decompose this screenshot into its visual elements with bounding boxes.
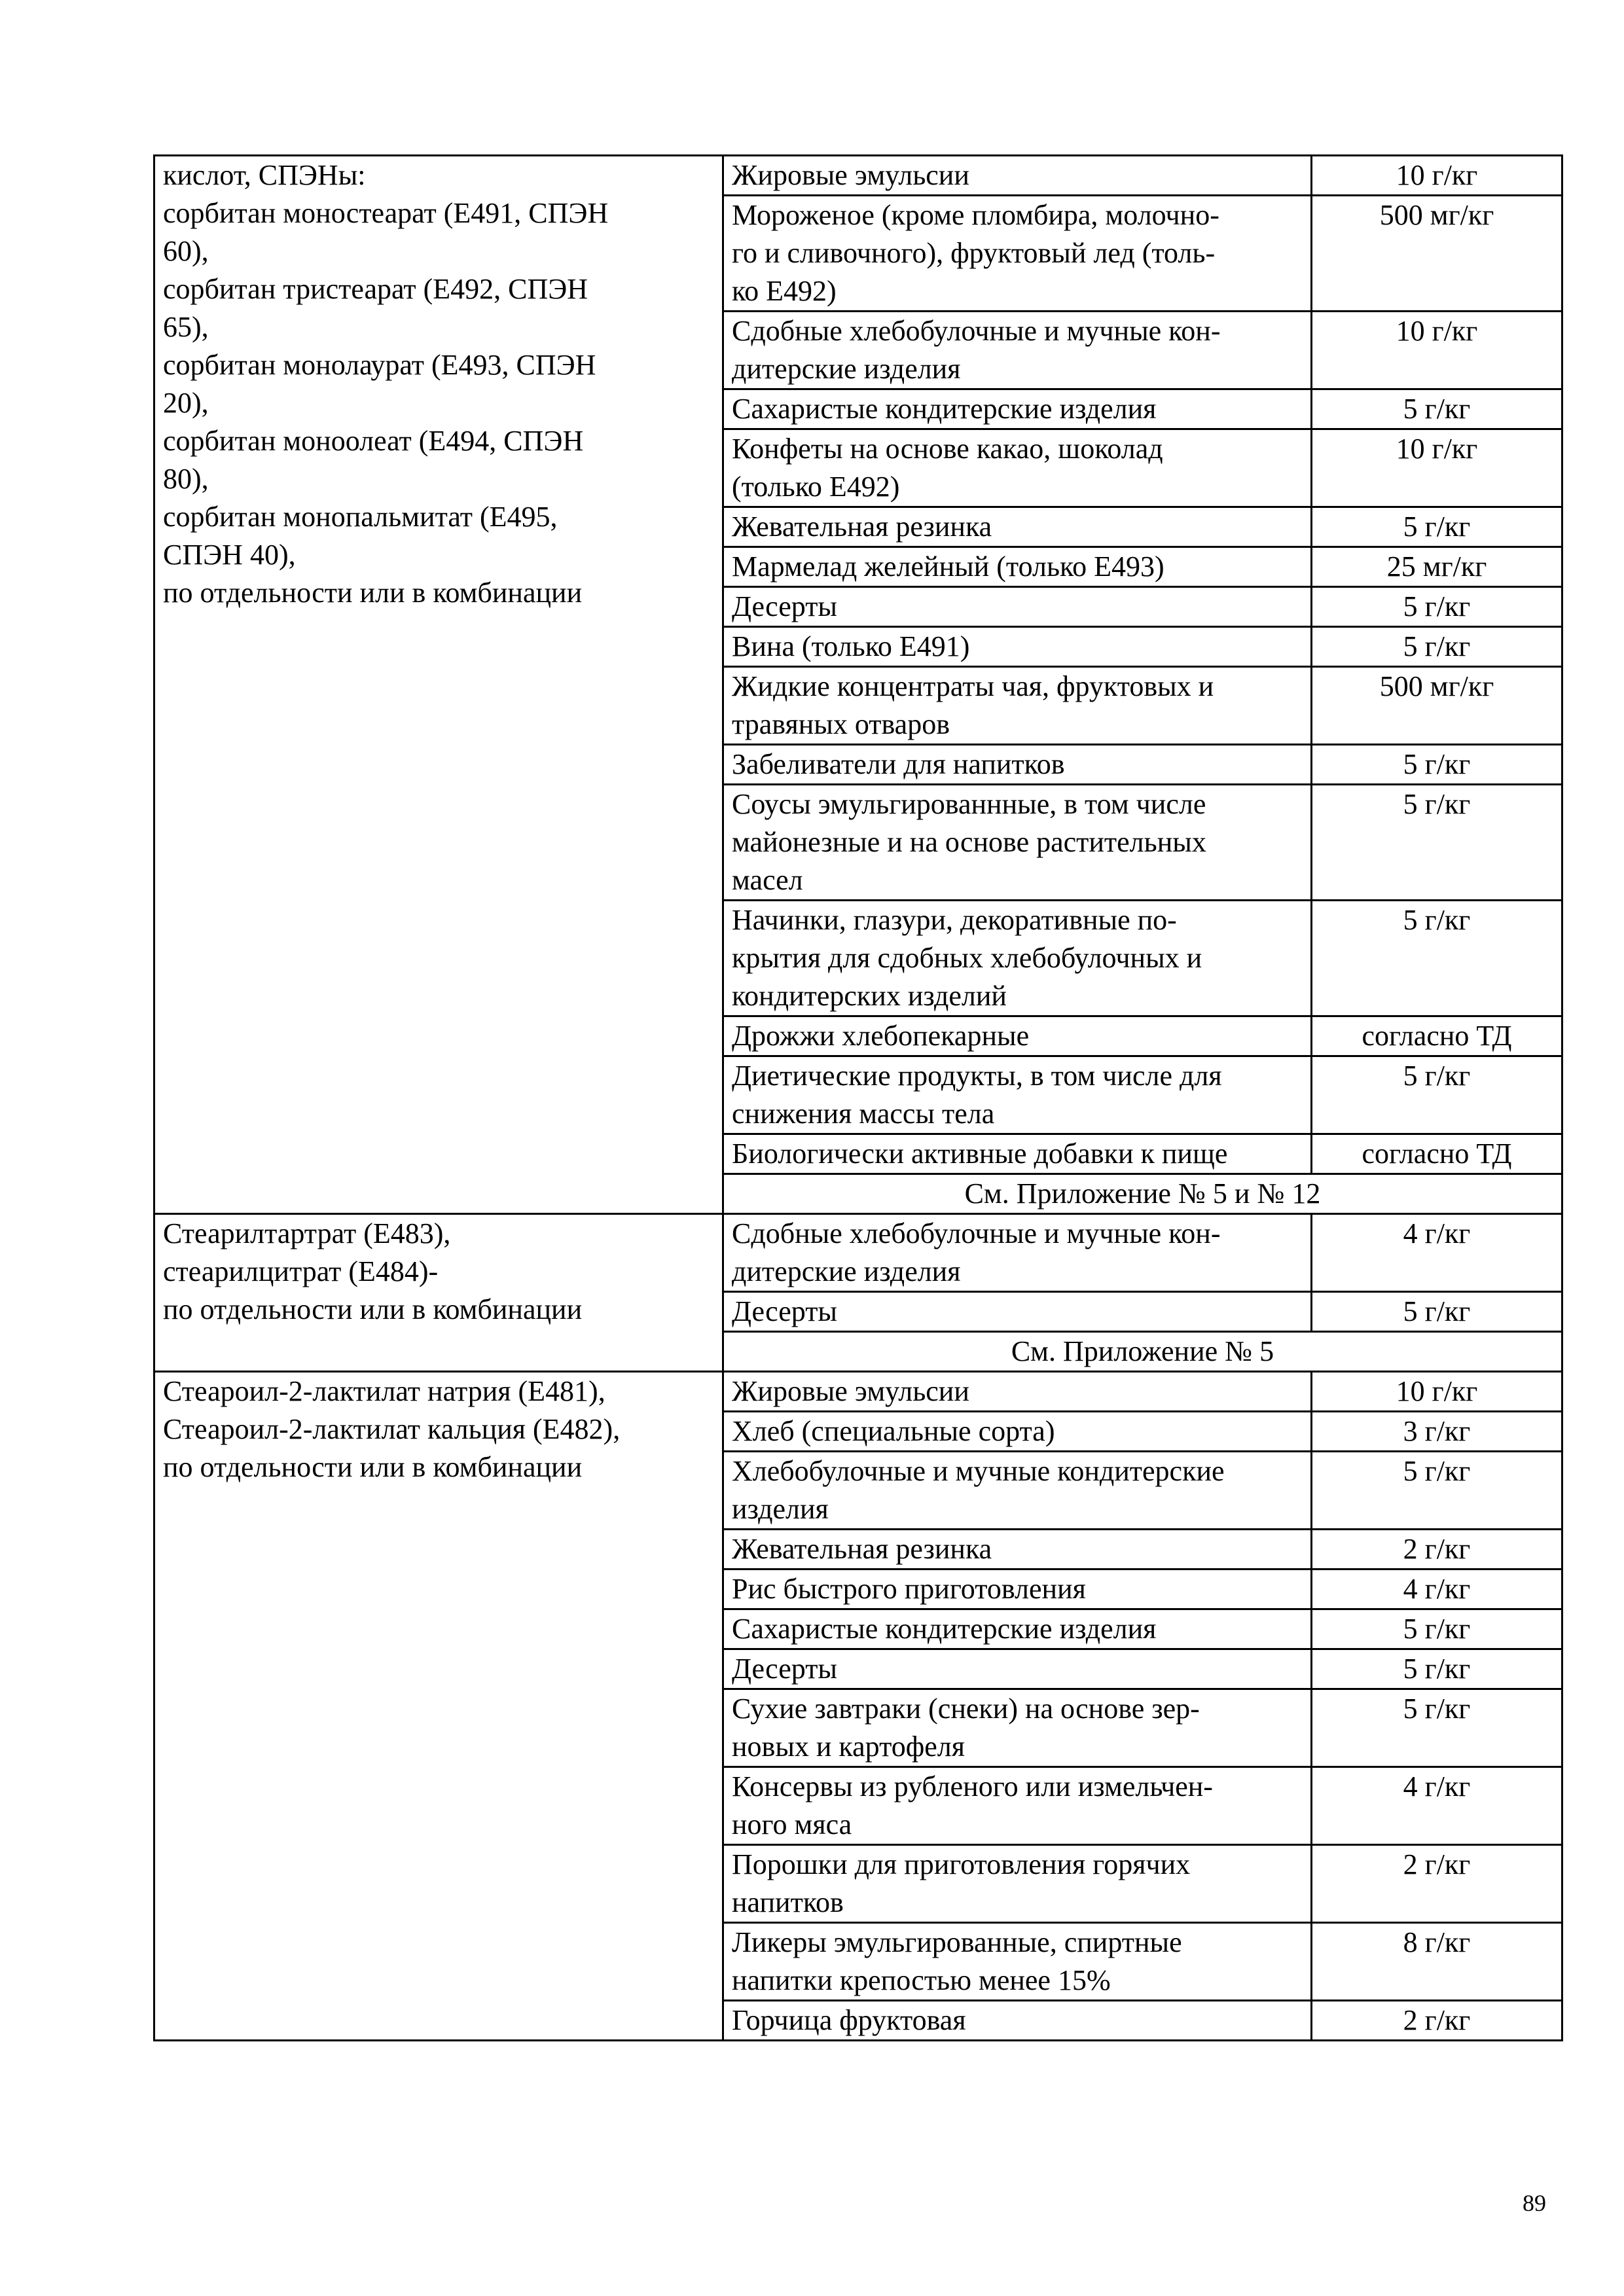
max-level-cell: согласно ТД bbox=[1312, 1134, 1562, 1174]
max-level-cell: 5 г/кг bbox=[1312, 901, 1562, 1016]
product-cell bbox=[723, 429, 1312, 507]
table-row bbox=[154, 1372, 1562, 1412]
product-cell bbox=[723, 507, 1312, 547]
max-level-cell: 5 г/кг bbox=[1312, 1056, 1562, 1134]
additives-table-body bbox=[154, 156, 1562, 2041]
max-level-cell: 3 г/кг bbox=[1312, 1412, 1562, 1452]
max-level-cell: 5 г/кг bbox=[1312, 1609, 1562, 1649]
product-line: Сухие завтраки (снеки) на основе зер- bbox=[732, 1693, 1200, 1725]
product-line: Жидкие концентраты чая, фруктовых и bbox=[732, 670, 1214, 702]
max-level-cell: 25 мг/кг bbox=[1312, 547, 1562, 587]
substance-line: сорбитан моноолеат (Е494, СПЭН bbox=[163, 425, 584, 457]
max-level-cell: согласно ТД bbox=[1312, 1016, 1562, 1056]
product-cell bbox=[723, 1056, 1312, 1134]
substance-line: по отдельности или в комбинации bbox=[163, 577, 583, 609]
product-line: дитерские изделия bbox=[732, 353, 961, 385]
product-line: напитков bbox=[732, 1886, 844, 1918]
product-line: Конфеты на основе какао, шоколад bbox=[732, 433, 1163, 465]
max-level-cell: 5 г/кг bbox=[1312, 1292, 1562, 1332]
product-line: го и сливочного), фруктовый лед (толь- bbox=[732, 237, 1216, 269]
product-line: Сдобные хлебобулочные и мучные кон- bbox=[732, 1217, 1221, 1249]
product-line: Жировые эмульсии bbox=[732, 159, 969, 191]
product-line: Консервы из рубленого или измельчен- bbox=[732, 1770, 1213, 1803]
product-cell bbox=[723, 1689, 1312, 1767]
max-level-cell: 2 г/кг bbox=[1312, 2001, 1562, 2041]
product-cell bbox=[723, 1609, 1312, 1649]
product-line: ного мяса bbox=[732, 1808, 852, 1840]
substance-line: сорбитан моностеарат (Е491, СПЭН bbox=[163, 197, 609, 229]
table-row bbox=[154, 156, 1562, 196]
product-cell bbox=[723, 1292, 1312, 1332]
substance-line: Стеароил-2-лактилат натрия (Е481), bbox=[163, 1375, 605, 1407]
max-level-cell: 8 г/кг bbox=[1312, 1923, 1562, 2001]
product-line: Десерты bbox=[732, 590, 837, 622]
substance-line: стеарилцитрат (Е484)- bbox=[163, 1255, 439, 1287]
substance-line: Стеароил-2-лактилат кальция (Е482), bbox=[163, 1413, 621, 1445]
product-line: Диетические продукты, в том числе для bbox=[732, 1060, 1222, 1092]
product-line: новых и картофеля bbox=[732, 1731, 965, 1763]
product-line: Жировые эмульсии bbox=[732, 1375, 969, 1407]
substance-cell bbox=[154, 156, 723, 1214]
product-cell bbox=[723, 1412, 1312, 1452]
product-cell bbox=[723, 1016, 1312, 1056]
product-line: Начинки, глазури, декоративные по- bbox=[732, 904, 1177, 936]
product-line: Порошки для приготовления горячих bbox=[732, 1848, 1191, 1880]
product-cell bbox=[723, 196, 1312, 312]
product-line: Хлеб (специальные сорта) bbox=[732, 1415, 1055, 1447]
substance-line: Стеарилтартрат (Е483), bbox=[163, 1217, 451, 1249]
product-line: ко Е492) bbox=[732, 275, 837, 307]
product-line: Горчица фруктовая bbox=[732, 2004, 966, 2036]
product-cell bbox=[723, 1570, 1312, 1609]
product-line: снижения массы тела bbox=[732, 1098, 995, 1130]
product-cell bbox=[723, 1845, 1312, 1923]
product-cell bbox=[723, 667, 1312, 745]
product-cell bbox=[723, 901, 1312, 1016]
max-level-cell: 2 г/кг bbox=[1312, 1530, 1562, 1570]
substance-line: сорбитан тристеарат (Е492, СПЭН bbox=[163, 273, 588, 305]
product-line: Десерты bbox=[732, 1295, 837, 1327]
product-cell bbox=[723, 1214, 1312, 1292]
substance-line: сорбитан монопальмитат (Е495, bbox=[163, 501, 558, 533]
max-level-cell: 5 г/кг bbox=[1312, 1649, 1562, 1689]
table-row bbox=[154, 1214, 1562, 1292]
max-level-cell: 2 г/кг bbox=[1312, 1845, 1562, 1923]
product-cell bbox=[723, 1923, 1312, 2001]
max-level-cell: 4 г/кг bbox=[1312, 1570, 1562, 1609]
product-line: Жевательная резинка bbox=[732, 1533, 992, 1565]
product-cell bbox=[723, 312, 1312, 389]
substance-line: по отдельности или в комбинации bbox=[163, 1293, 583, 1325]
product-line: крытия для сдобных хлебобулочных и bbox=[732, 942, 1202, 974]
product-line: масел bbox=[732, 864, 803, 896]
max-level-cell: 500 мг/кг bbox=[1312, 196, 1562, 312]
product-line: Жевательная резинка bbox=[732, 511, 992, 543]
product-line: (только Е492) bbox=[732, 471, 900, 503]
substance-line: по отдельности или в комбинации bbox=[163, 1451, 583, 1483]
product-line: Десерты bbox=[732, 1653, 837, 1685]
product-line: Сахаристые кондитерские изделия bbox=[732, 393, 1157, 425]
max-level-cell: 5 г/кг bbox=[1312, 745, 1562, 785]
product-cell bbox=[723, 1767, 1312, 1845]
product-line: Вина (только Е491) bbox=[732, 630, 970, 662]
substance-cell bbox=[154, 1372, 723, 2041]
substance-line: СПЭН 40), bbox=[163, 539, 296, 571]
max-level-cell: 5 г/кг bbox=[1312, 587, 1562, 627]
product-line: Рис быстрого приготовления bbox=[732, 1573, 1086, 1605]
product-cell bbox=[723, 745, 1312, 785]
max-level-cell: 10 г/кг bbox=[1312, 312, 1562, 389]
substance-cell bbox=[154, 1214, 723, 1372]
product-line: напитки крепостью менее 15% bbox=[732, 1964, 1111, 1996]
product-line: Биологически активные добавки к пище bbox=[732, 1138, 1228, 1170]
max-level-cell: 5 г/кг bbox=[1312, 507, 1562, 547]
substance-line: сорбитан монолаурат (Е493, СПЭН bbox=[163, 349, 596, 381]
product-line: Ликеры эмульгированные, спиртные bbox=[732, 1926, 1182, 1958]
product-cell bbox=[723, 785, 1312, 901]
product-line: Хлебобулочные и мучные кондитерские bbox=[732, 1455, 1225, 1487]
product-cell bbox=[723, 389, 1312, 429]
product-line: травяных отваров bbox=[732, 708, 950, 740]
max-level-cell: 4 г/кг bbox=[1312, 1214, 1562, 1292]
product-line: кондитерских изделий bbox=[732, 980, 1007, 1012]
product-cell bbox=[723, 1372, 1312, 1412]
substance-line: 20), bbox=[163, 387, 209, 419]
max-level-cell: 10 г/кг bbox=[1312, 156, 1562, 196]
max-level-cell: 4 г/кг bbox=[1312, 1767, 1562, 1845]
appendix-reference: См. Приложение № 5 и № 12 bbox=[723, 1174, 1562, 1214]
max-level-cell: 5 г/кг bbox=[1312, 627, 1562, 667]
appendix-reference: См. Приложение № 5 bbox=[723, 1332, 1562, 1372]
additives-table bbox=[153, 154, 1563, 2041]
substance-line: кислот, СПЭНы: bbox=[163, 159, 366, 191]
product-cell bbox=[723, 1134, 1312, 1174]
max-level-cell: 5 г/кг bbox=[1312, 785, 1562, 901]
product-cell bbox=[723, 587, 1312, 627]
product-line: Дрожжи хлебопекарные bbox=[732, 1020, 1030, 1052]
product-line: Соусы эмульгированнные, в том числе bbox=[732, 788, 1206, 820]
substance-line: 60), bbox=[163, 235, 209, 267]
product-line: Сахаристые кондитерские изделия bbox=[732, 1613, 1157, 1645]
product-line: Мармелад желейный (только Е493) bbox=[732, 550, 1164, 583]
max-level-cell: 10 г/кг bbox=[1312, 1372, 1562, 1412]
product-cell bbox=[723, 627, 1312, 667]
product-line: дитерские изделия bbox=[732, 1255, 961, 1287]
page-number: 89 bbox=[1523, 2190, 1546, 2216]
max-level-cell: 5 г/кг bbox=[1312, 1452, 1562, 1530]
substance-line: 80), bbox=[163, 463, 209, 495]
product-cell bbox=[723, 1452, 1312, 1530]
max-level-cell: 5 г/кг bbox=[1312, 1689, 1562, 1767]
product-cell bbox=[723, 1530, 1312, 1570]
product-line: Сдобные хлебобулочные и мучные кон- bbox=[732, 315, 1221, 347]
product-cell bbox=[723, 1649, 1312, 1689]
product-line: Мороженое (кроме пломбира, молочно- bbox=[732, 199, 1219, 231]
max-level-cell: 500 мг/кг bbox=[1312, 667, 1562, 745]
substance-line: 65), bbox=[163, 311, 209, 343]
product-line: изделия bbox=[732, 1493, 829, 1525]
max-level-cell: 5 г/кг bbox=[1312, 389, 1562, 429]
product-cell bbox=[723, 156, 1312, 196]
product-cell bbox=[723, 2001, 1312, 2041]
max-level-cell: 10 г/кг bbox=[1312, 429, 1562, 507]
product-line: Забеливатели для напитков bbox=[732, 748, 1065, 780]
product-cell bbox=[723, 547, 1312, 587]
product-line: майонезные и на основе растительных bbox=[732, 826, 1206, 858]
